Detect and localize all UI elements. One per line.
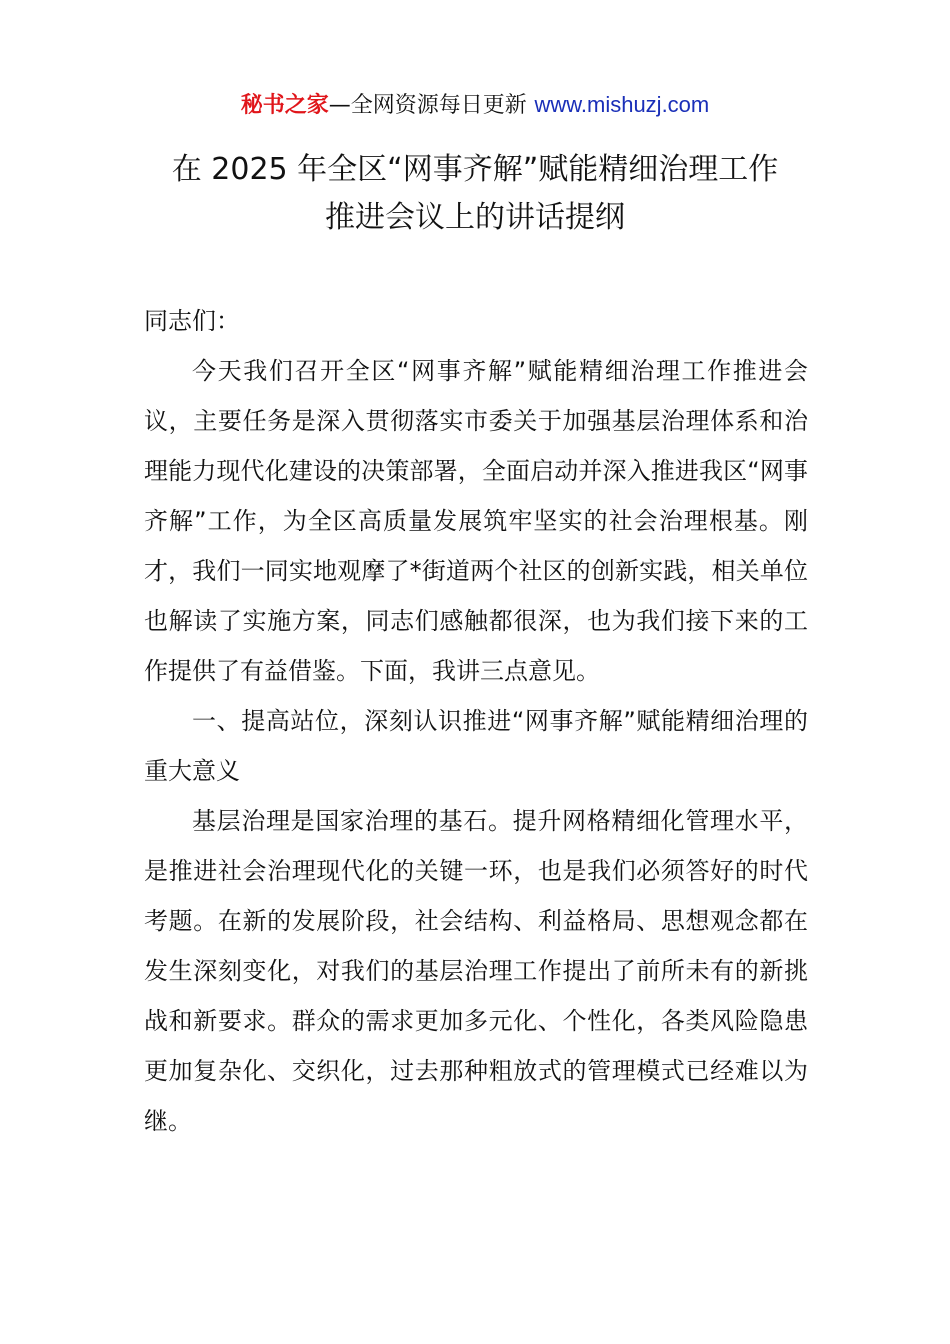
section-heading-1: 一、提高站位，深刻认识推进“网事齐解”赋能精细治理的重大意义	[144, 707, 808, 785]
paragraph-intro: 今天我们召开全区“网事齐解”赋能精细治理工作推进会议，主要任务是深入贯彻落实市委关于加强基层治理体系和治理能力现代化建设的决策部署，全面启动并深入推进我区“网事齐解”工作，为全区高质量发展筑牢坚实的社会治理根基。刚才，我们一同实地观摩了*街道两个社区的创新实践，相关单位也解读了实施方案，同志们感触都很深，也为我们接下来的工作提供了有益借鉴。下面，我讲三点意见。	[144, 357, 808, 685]
site-url-link[interactable]: www.mishuzj.com	[534, 92, 710, 117]
salutation: 同志们：	[144, 307, 240, 335]
document-title	[100, 146, 850, 242]
site-header	[0, 88, 950, 123]
site-slogan: —全网资源每日更新	[328, 93, 527, 118]
title-line-2: 推进会议上的讲话提纲	[325, 200, 625, 235]
document-body	[144, 296, 808, 1146]
paragraph-grassroots: 基层治理是国家治理的基石。提升网格精细化管理水平，是推进社会治理现代化的关键一环，也是我们必须答好的时代考题。在新的发展阶段，社会结构、利益格局、思想观念都在发生深刻变化，对我们的基层治理工作提出了前所未有的新挑战和新要求。群众的需求更加多元化、个性化，各类风险隐患更加复杂化、交织化，过去那种粗放式的管理模式已经难以为继。	[144, 807, 808, 1135]
title-line-1: 在 2025 年全区“网事齐解”赋能精细治理工作	[171, 152, 779, 187]
site-name: 秘书之家	[240, 93, 329, 118]
